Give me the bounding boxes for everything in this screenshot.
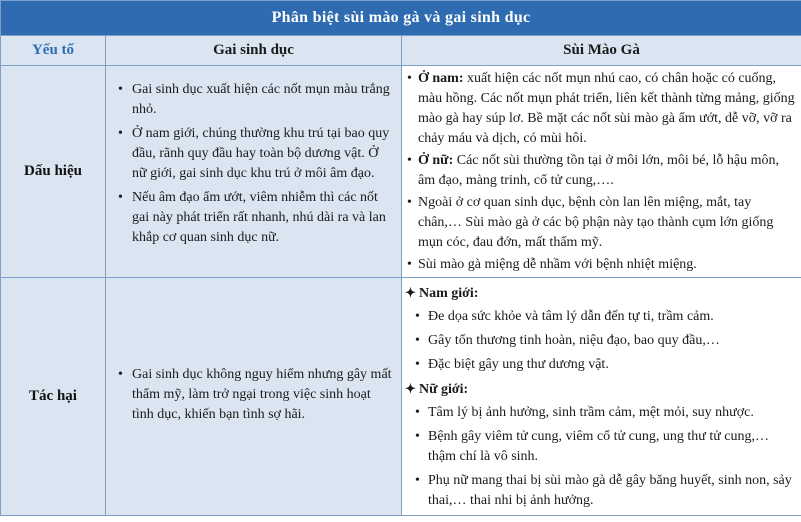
list-item: • Sùi mào gà miệng dễ nhầm với bệnh nhiệt miệng. bbox=[402, 255, 795, 275]
table-row-harm bbox=[1, 278, 801, 516]
list-item: • Gai sinh dục xuất hiện các nốt mụn màu trắng nhỏ. bbox=[106, 80, 393, 120]
table-row-signs bbox=[1, 66, 801, 278]
list-item: • Ở nam giới, chúng thường khu trú tại bao quy đầu, rãnh quy đầu hay toàn bộ dương vật. Ở nữ giới, gai sinh dục khu trú ở môi âm đạo. bbox=[106, 124, 393, 184]
list-item bbox=[402, 69, 795, 149]
header-factor: Yếu tố bbox=[1, 36, 106, 66]
group-female bbox=[402, 379, 795, 400]
list-item bbox=[402, 151, 795, 191]
row-label-signs: Dấu hiệu bbox=[1, 66, 106, 278]
list-item: • Tâm lý bị ảnh hưởng, sinh trầm cảm, mệt mỏi, suy nhược. bbox=[402, 403, 795, 423]
male-signs-text: xuất hiện các nốt mụn nhú cao, có chân hoặc có cuống, màu hồng. Các nốt mụn phát triển, liên kết thành từng mảng, giống mào gà hay súp lơ. Bề mặt các nốt sùi mào gà ẩm ướt, dễ vỡ, vỡ ra chảy máu và dịch, có mùi hôi. bbox=[418, 71, 795, 146]
cell-signs-sui bbox=[402, 66, 801, 278]
header-sui-mao-ga: Sùi Mào Gà bbox=[402, 36, 801, 66]
group-male-title: Nam giới: bbox=[419, 286, 479, 301]
list-item: • Gây tổn thương tinh hoàn, niệu đạo, bao quy đầu,… bbox=[402, 331, 795, 351]
header-gai-sinh-duc: Gai sinh dục bbox=[106, 36, 402, 66]
table-title: Phân biệt sùi mào gà và gai sinh dục bbox=[1, 1, 801, 36]
female-signs-text: Các nốt sùi thường tồn tại ở môi lớn, môi bé, lỗ hậu môn, âm đạo, màng trinh, cổ tử cung,…. bbox=[418, 153, 779, 188]
four-point-star-icon: ✦ bbox=[405, 285, 416, 300]
group-male bbox=[402, 283, 795, 304]
cell-harm-sui bbox=[402, 278, 801, 516]
list-item: • Bệnh gây viêm tử cung, viêm cổ tử cung, ung thư tử cung,…thậm chí là vô sinh. bbox=[402, 427, 795, 467]
list-item: • Ngoài ở cơ quan sinh dục, bệnh còn lan lên miệng, mắt, tay chân,… Sùi mào gà ở các bộ phận này tạo thành cụm lớn giống mụn cóc, đau đớn, mất thẩm mỹ. bbox=[402, 193, 795, 253]
cell-harm-gai bbox=[106, 278, 402, 516]
cell-signs-gai bbox=[106, 66, 402, 278]
list-item: • Gai sinh dục không nguy hiểm nhưng gây mất thẩm mỹ, làm trở ngại trong việc sinh hoạt tình dục, khiến bạn tình sợ hãi. bbox=[106, 365, 393, 425]
group-female-title: Nữ giới: bbox=[419, 382, 469, 397]
list-item: • Phụ nữ mang thai bị sùi mào gà dễ gây băng huyết, sinh non, sảy thai,… thai nhi bị ảnh hưởng. bbox=[402, 471, 795, 511]
four-point-star-icon: ✦ bbox=[405, 381, 416, 396]
female-lead: Ở nữ: bbox=[418, 153, 454, 168]
list-item: • Đặc biệt gây ung thư dương vật. bbox=[402, 355, 795, 375]
list-item: • Đe dọa sức khỏe và tâm lý dẫn đến tự ti, trầm cảm. bbox=[402, 307, 795, 327]
male-lead: Ở nam: bbox=[418, 71, 464, 86]
list-item: • Nếu âm đạo ẩm ướt, viêm nhiễm thì các nốt gai này phát triển rất nhanh, nhú dài ra và lan khắp cơ quan sinh dục nữ. bbox=[106, 188, 393, 248]
row-label-harm: Tác hại bbox=[1, 278, 106, 516]
